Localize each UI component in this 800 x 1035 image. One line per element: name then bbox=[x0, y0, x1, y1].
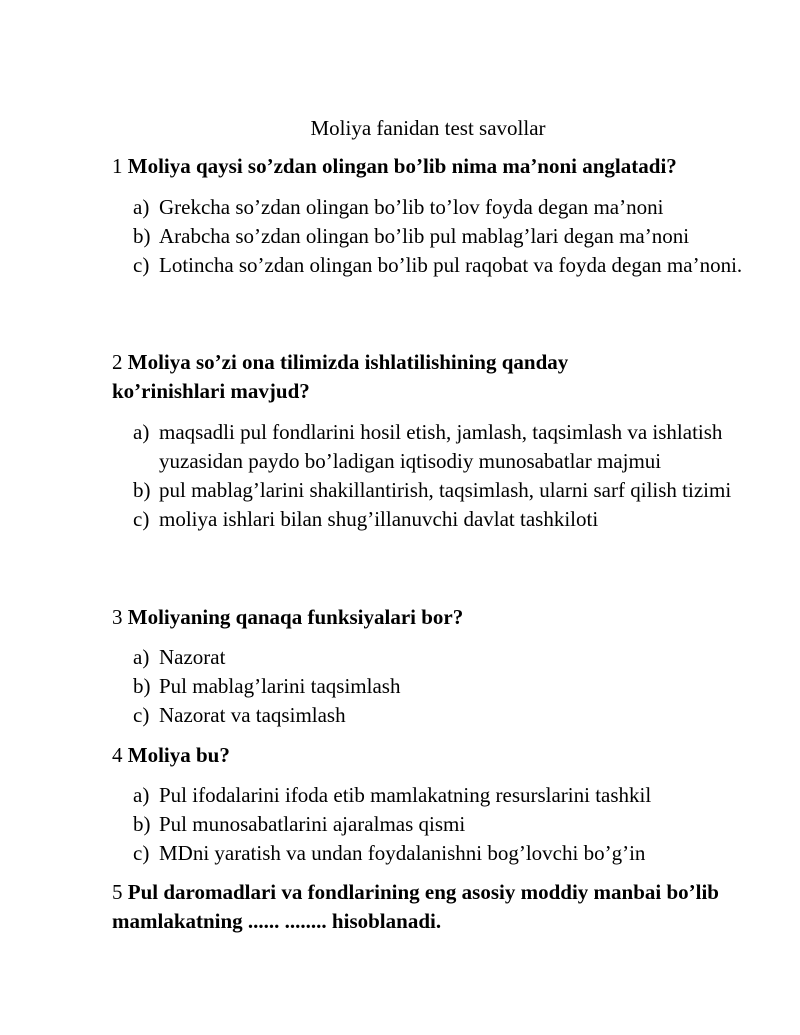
question-text: Moliya bu? bbox=[127, 743, 230, 767]
option-b bbox=[133, 810, 753, 839]
question-4-options bbox=[133, 781, 753, 868]
option-marker: b) bbox=[133, 478, 151, 502]
question-2-options bbox=[133, 418, 753, 534]
option-a bbox=[133, 193, 753, 222]
option-text: MDni yaratish va undan foydalanishni bog’lovchi bo’g’in bbox=[159, 841, 646, 865]
option-marker: b) bbox=[133, 674, 151, 698]
question-number: 1 bbox=[112, 154, 123, 178]
option-text: maqsadli pul fondlarini hosil etish, jamlash, taqsimlash va ishlatish yuzasidan paydo bo’ladigan iqtisodiy munosabatlar majmui bbox=[159, 420, 723, 473]
option-text: moliya ishlari bilan shug’illanuvchi davlat tashkiloti bbox=[159, 507, 599, 531]
option-c bbox=[133, 839, 753, 868]
option-marker: a) bbox=[133, 783, 150, 807]
question-2 bbox=[112, 348, 672, 406]
option-text: Grekcha so’zdan olingan bo’lib to’lov foyda degan ma’noni bbox=[159, 195, 664, 219]
option-marker: b) bbox=[133, 224, 151, 248]
question-4 bbox=[112, 741, 762, 770]
option-text: Nazorat va taqsimlash bbox=[159, 703, 346, 727]
document-title: Moliya fanidan test savollar bbox=[310, 116, 546, 140]
question-1 bbox=[112, 152, 762, 181]
question-number: 4 bbox=[112, 743, 123, 767]
option-marker: a) bbox=[133, 195, 150, 219]
option-b bbox=[133, 476, 753, 505]
question-number: 3 bbox=[112, 605, 123, 629]
option-a bbox=[133, 418, 753, 476]
option-marker: b) bbox=[133, 812, 151, 836]
option-text: Pul mablag’larini taqsimlash bbox=[159, 674, 401, 698]
question-text: Moliya so’zi ona tilimizda ishlatilishining qanday ko’rinishlari mavjud? bbox=[112, 350, 569, 403]
option-text: Lotincha so’zdan olingan bo’lib pul raqobat va foyda degan ma’noni. bbox=[159, 253, 743, 277]
option-marker: c) bbox=[133, 253, 150, 277]
question-number: 2 bbox=[112, 350, 123, 374]
option-c bbox=[133, 251, 753, 280]
option-a bbox=[133, 643, 753, 672]
question-3 bbox=[112, 603, 762, 632]
question-3-options bbox=[133, 643, 753, 730]
question-text: Moliya qaysi so’zdan olingan bo’lib nima ma’noni anglatadi? bbox=[127, 154, 677, 178]
option-text: Pul ifodalarini ifoda etib mamlakatning resurslarini tashkil bbox=[159, 783, 652, 807]
question-text: Moliyaning qanaqa funksiyalari bor? bbox=[127, 605, 464, 629]
option-b bbox=[133, 672, 753, 701]
option-a bbox=[133, 781, 753, 810]
question-5 bbox=[112, 878, 742, 936]
option-text: Pul munosabatlarini ajaralmas qismi bbox=[159, 812, 466, 836]
option-b bbox=[133, 222, 753, 251]
option-marker: a) bbox=[133, 420, 150, 444]
option-text: pul mablag’larini shakillantirish, taqsimlash, ularni sarf qilish tizimi bbox=[159, 478, 732, 502]
option-text: Nazorat bbox=[159, 645, 226, 669]
question-text: Pul daromadlari va fondlarining eng asosiy moddiy manbai bo’lib mamlakatning ...... ........ hisoblanadi. bbox=[112, 880, 719, 933]
option-text: Arabcha so’zdan olingan bo’lib pul mablag’lari degan ma’noni bbox=[159, 224, 690, 248]
option-c bbox=[133, 505, 753, 534]
option-marker: a) bbox=[133, 645, 150, 669]
option-marker: c) bbox=[133, 507, 150, 531]
question-number: 5 bbox=[112, 880, 123, 904]
option-marker: c) bbox=[133, 703, 150, 727]
option-c bbox=[133, 701, 753, 730]
question-1-options bbox=[133, 193, 753, 280]
option-marker: c) bbox=[133, 841, 150, 865]
